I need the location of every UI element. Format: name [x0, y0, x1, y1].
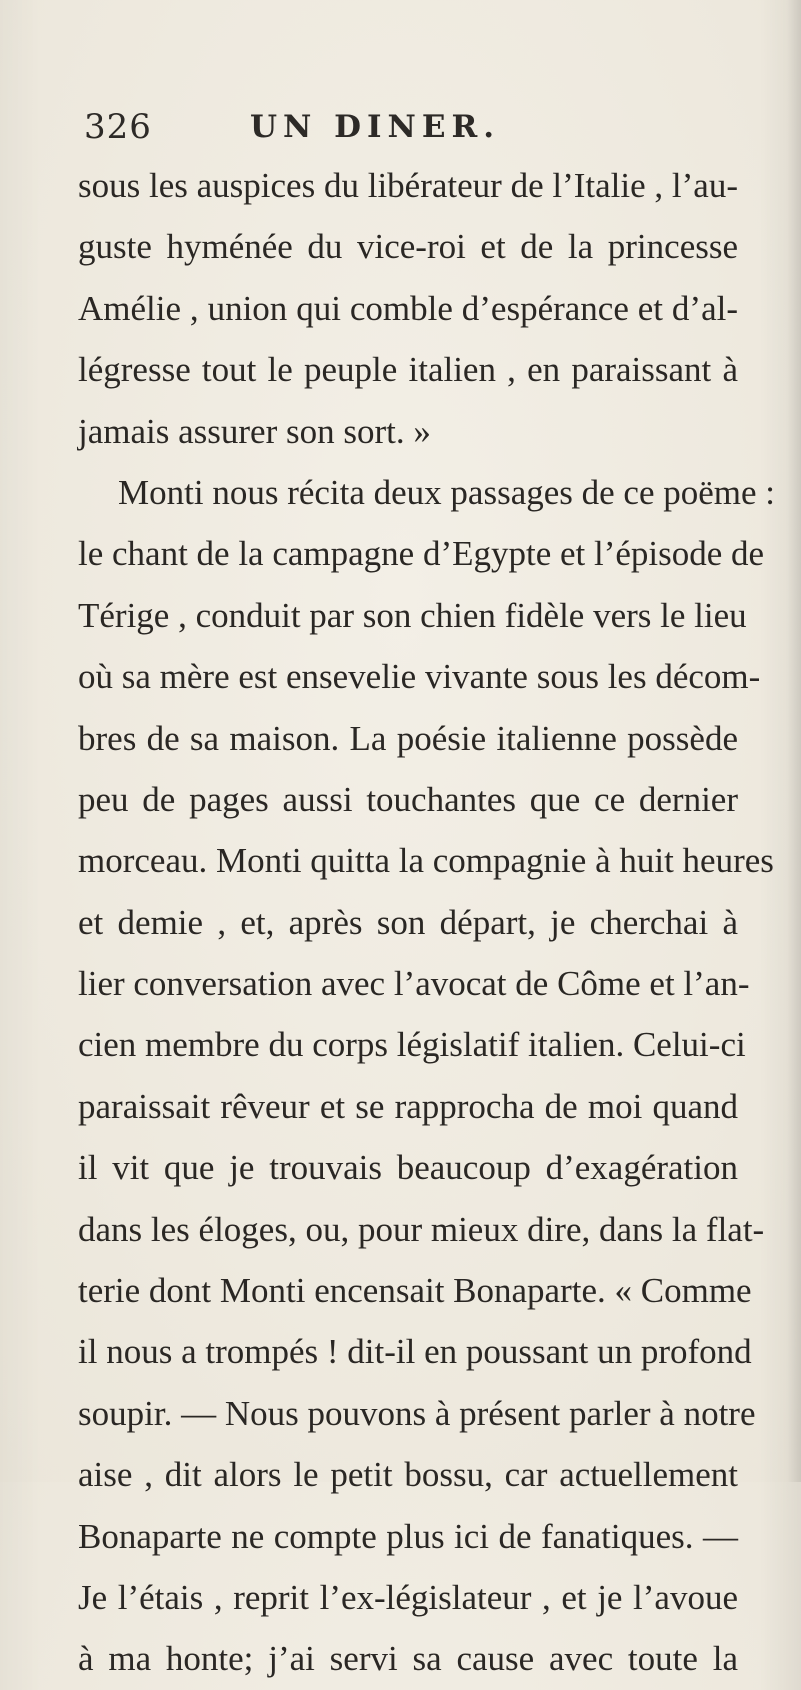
text-line: il vit que je trouvais beaucoup d’exagération: [78, 1148, 738, 1188]
text-line: lier conversation avec l’avocat de Côme et l’an-: [78, 964, 750, 1004]
text-line: bres de sa maison. La poésie italienne possède: [78, 718, 738, 758]
running-title: UN DINER.: [250, 109, 501, 145]
body-text: [78, 155, 776, 1690]
text-line: à ma honte; j’ai servi sa cause avec toute la: [78, 1639, 738, 1679]
text-line: morceau. Monti quitta la compagnie à huit heures: [78, 841, 774, 881]
text-line: il nous a trompés ! dit-il en poussant un profond: [78, 1332, 752, 1372]
text-line: Amélie , union qui comble d’espérance et d’al-: [78, 288, 738, 328]
text-line: guste hyménée du vice-roi et de la princesse: [78, 227, 738, 267]
text-line: peu de pages aussi touchantes que ce dernier: [78, 779, 738, 819]
text-line: jamais assurer son sort. »: [78, 411, 431, 451]
text-line: Bonaparte ne compte plus ici de fanatiques. —: [78, 1516, 738, 1556]
text-line: soupir. — Nous pouvons à présent parler à notre: [78, 1393, 756, 1433]
text-line: cien membre du corps législatif italien. Celui-ci: [78, 1025, 746, 1065]
text-line: légresse tout le peuple italien , en paraissant à: [78, 350, 738, 390]
text-line: le chant de la campagne d’Egypte et l’épisode de: [78, 534, 765, 574]
text-line: paraissait rêveur et se rapprocha de moi quand: [78, 1086, 738, 1126]
text-line: sous les auspices du libérateur de l’Italie , l’au-: [78, 166, 738, 205]
page-header: [0, 102, 801, 152]
page-number: 326: [84, 107, 152, 147]
text-line: Je l’étais , reprit l’ex-législateur , et je l’avoue: [78, 1577, 738, 1617]
page-edge-shadow: [787, 0, 801, 1482]
text-line: et demie , et, après son départ, je cherchai à: [78, 902, 738, 942]
text-line: dans les éloges, ou, pour mieux dire, dans la flat-: [78, 1209, 765, 1249]
text-line: Térige , conduit par son chien fidèle vers le lieu: [78, 595, 747, 635]
text-line: où sa mère est ensevelie vivante sous les décom-: [78, 657, 761, 697]
text-line: Monti nous récita deux passages de ce poëme :: [118, 472, 776, 512]
text-line: terie dont Monti encensait Bonaparte. « Comme: [78, 1271, 752, 1311]
text-line: aise , dit alors le petit bossu, car actuellement: [78, 1455, 738, 1495]
